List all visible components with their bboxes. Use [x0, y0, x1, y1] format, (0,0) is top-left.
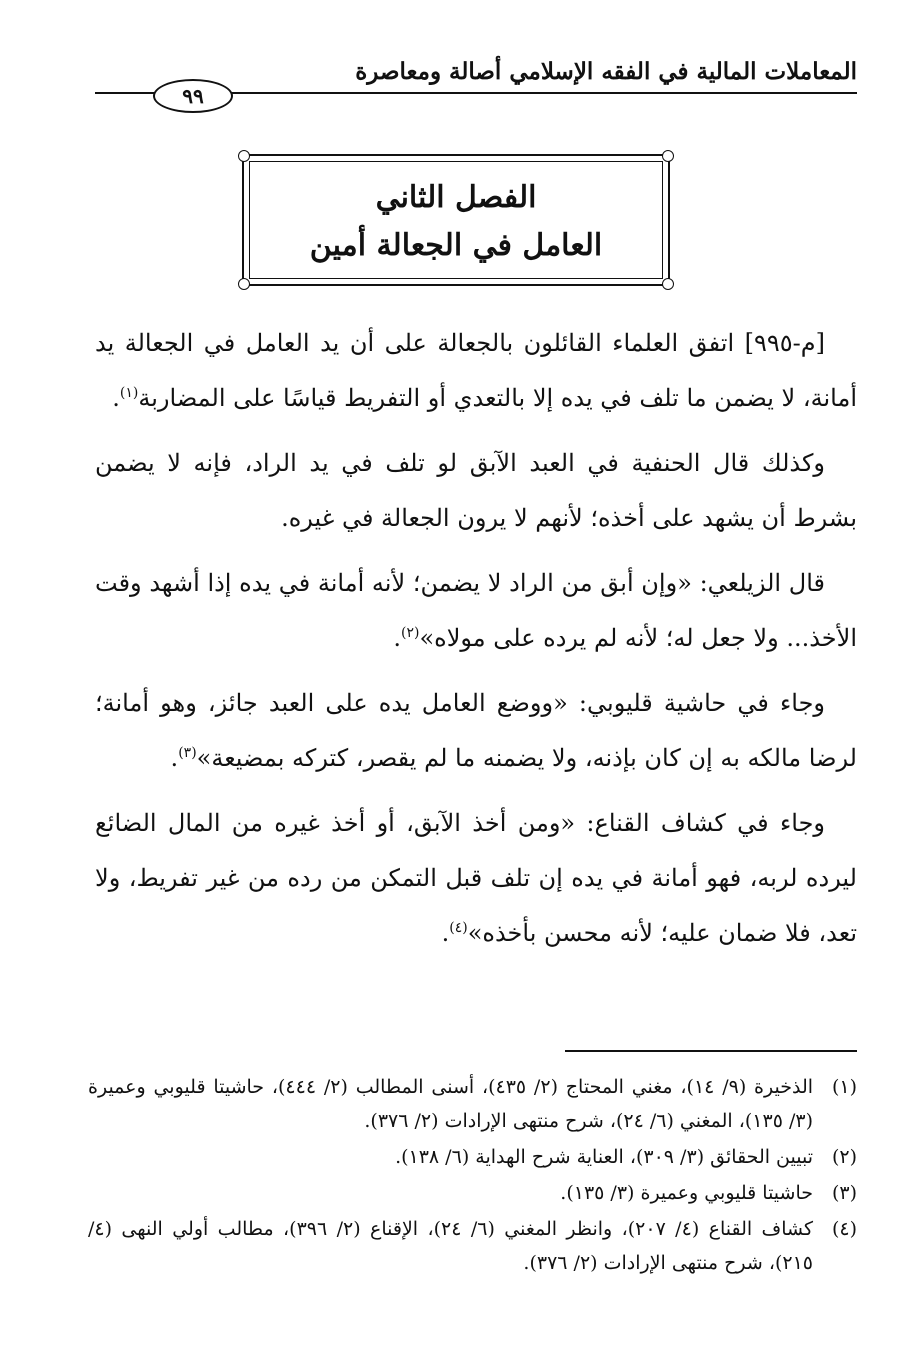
footnote	[88, 1140, 857, 1174]
footnote	[88, 1212, 857, 1280]
page-number-badge: ٩٩	[153, 79, 233, 113]
box-corner-ornament	[662, 150, 674, 162]
box-corner-ornament	[238, 150, 250, 162]
paragraph	[95, 316, 857, 426]
footnote-number: (٣)	[831, 1182, 857, 1204]
paragraph-text: قال الزيلعي: «وإن أبق من الراد لا يضمن؛ لأنه أمانة في يده إذا أشهد وقت الأخذ... ولا جعل له؛ لأنه لم يرده على مولاه»	[95, 569, 857, 652]
footnote-text: حاشيتا قليوبي وعميرة (٣/ ١٣٥).	[560, 1182, 813, 1204]
footnote-number: (٤)	[831, 1218, 857, 1240]
paragraph	[95, 676, 857, 786]
box-corner-ornament	[662, 278, 674, 290]
footnote-number: (٢)	[831, 1146, 857, 1168]
paragraph-tail: .	[170, 744, 179, 772]
paragraph	[95, 796, 857, 961]
paragraph	[95, 556, 857, 666]
footnote-ref: (٢)	[400, 625, 420, 641]
paragraph-text: وجاء في كشاف القناع: «ومن أخذ الآبق، أو أخذ غيره من المال الضائع ليرده لربه، فهو أمانة في يده إن تلف قبل التمكن من رده من غير تفريط، ولا تعد، فلا ضمان عليه؛ لأنه محسن بأخذه»	[95, 809, 857, 947]
body-text	[95, 316, 857, 971]
paragraph-text: وجاء في حاشية قليوبي: «ووضع العامل يده على العبد جائز، وهو أمانة؛ لرضا مالكه به إن كان بإذنه، ولا يضمنه ما لم يقصر، كتركه بمضيعة»	[95, 689, 857, 772]
footnote	[88, 1176, 857, 1210]
footnote-ref: (٣)	[178, 745, 197, 761]
footnote-text: كشاف القناع (٤/ ٢٠٧)، وانظر المغني (٦/ ٢٤)، الإقناع (٢/ ٣٩٦)، مطالب أولي النهى (٤/ ٢١٥)، شرح منتهى الإرادات (٢/ ٣٧٦).	[88, 1218, 814, 1274]
footnote-number: (١)	[831, 1076, 857, 1098]
footnote-text: تبيين الحقائق (٣/ ٣٠٩)، العناية شرح الهداية (٦/ ١٣٨).	[395, 1146, 813, 1168]
running-header-title: المعاملات المالية في الفقه الإسلامي أصالة ومعاصرة	[355, 58, 857, 85]
paragraph-tail: .	[393, 624, 401, 652]
paragraph-text: وكذلك قال الحنفية في العبد الآبق لو تلف في يد الراد، فإنه لا يضمن بشرط أن يشهد على أخذه؛ لأنهم لا يرون الجعالة في غيره.	[95, 449, 857, 532]
footnote-separator	[565, 1050, 857, 1052]
footnote-ref: (٤)	[449, 920, 468, 936]
footnote-ref: (١)	[119, 385, 139, 401]
paragraph	[95, 436, 857, 546]
chapter-subheading: العامل في الجعالة أمين	[309, 228, 603, 263]
footnote	[88, 1070, 857, 1138]
chapter-heading: الفصل الثاني	[375, 180, 537, 215]
paragraph-tail: .	[112, 384, 120, 412]
footnotes	[88, 1070, 857, 1282]
box-corner-ornament	[238, 278, 250, 290]
footnote-text: الذخيرة (٩/ ١٤)، مغني المحتاج (٢/ ٤٣٥)، أسنى المطالب (٢/ ٤٤٤)، حاشيتا قليوبي وعميرة (٣/ ١٣٥)، المغني (٦/ ٢٤)، شرح منتهى الإرادات (٢/ ٣٧٦).	[88, 1076, 814, 1132]
paragraph-tail: .	[441, 919, 450, 947]
chapter-title-box	[242, 154, 670, 286]
paragraph-text: [م-٩٩٥] اتفق العلماء القائلون بالجعالة على أن يد العامل في الجعالة يد أمانة، لا يضمن ما تلف في يده إلا بالتعدي أو التفريط قياسًا على المضاربة	[95, 329, 857, 412]
